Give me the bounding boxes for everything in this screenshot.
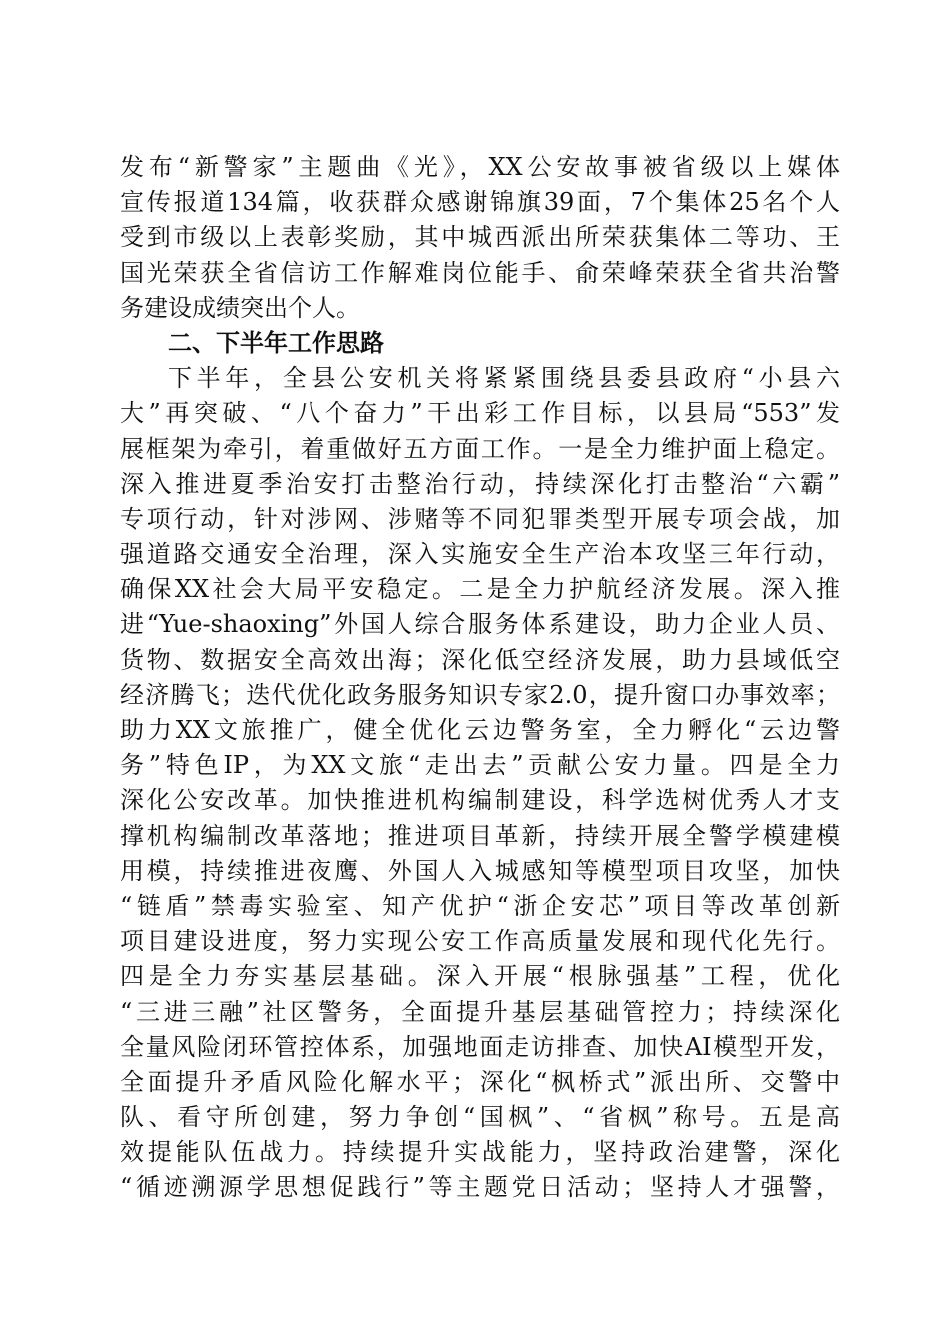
paragraph-line: 助力XX文旅推广，健全优化云边警务室，全力孵化“云边警 bbox=[120, 716, 840, 744]
section-heading: 二、下半年工作思路 bbox=[168, 328, 384, 357]
paragraph-line: 进“Yue-shaoxing”外国人综合服务体系建设，助力企业人员、 bbox=[120, 610, 840, 639]
paragraph-line: “三进三融”社区警务，全面提升基层基础管控力；持续深化 bbox=[120, 997, 840, 1026]
paragraph-line: 国光荣获全省信访工作解难岗位能手、俞荣峰荣获全省共治警 bbox=[120, 258, 840, 287]
paragraph-line: 队、看守所创建，努力争创“国枫”、“省枫”称号。五是高 bbox=[120, 1103, 840, 1132]
paragraph-line: 深化公安改革。加快推进机构编制建设，科学选树优秀人才支 bbox=[120, 786, 840, 815]
paragraph-line: 全量风险闭环管控体系，加强地面走访排查、加快AI模型开发， bbox=[120, 1032, 840, 1061]
paragraph-line: 深入推进夏季治安打击整治行动，持续深化打击整治“六霸” bbox=[120, 469, 840, 498]
paragraph-line: “链盾”禁毒实验室、知产优护“浙企安芯”项目等改革创新 bbox=[120, 891, 840, 920]
paragraph-line: 务”特色IP，为XX文旅“走出去”贡献公安力量。四是全力 bbox=[120, 751, 840, 780]
paragraph-line: 宣传报道134篇，收获群众感谢锦旗39面，7个集体25名个人 bbox=[120, 188, 840, 217]
document-body bbox=[120, 150, 840, 1206]
paragraph-line: 展框架为牵引，着重做好五方面工作。一是全力维护面上稳定。 bbox=[120, 434, 840, 463]
paragraph-line: 经济腾飞；迭代优化政务服务知识专家2.0，提升窗口办事效率； bbox=[120, 680, 840, 709]
paragraph-line: 发布“新警家”主题曲《光》，XX公安故事被省级以上媒体 bbox=[120, 153, 840, 181]
paragraph-line: 受到市级以上表彰奖励，其中城西派出所荣获集体二等功、王 bbox=[120, 223, 840, 252]
paragraph-line: 货物、数据安全高效出海；深化低空经济发展，助力县域低空 bbox=[120, 645, 840, 674]
paragraph-line: “循迹溯源学思想促践行”等主题党日活动；坚持人才强警， bbox=[120, 1173, 840, 1202]
paragraph-line: 下半年，全县公安机关将紧紧围绕县委县政府“小县六 bbox=[168, 364, 840, 393]
paragraph-line: 强道路交通安全治理，深入实施安全生产治本攻坚三年行动， bbox=[120, 540, 840, 569]
paragraph-line: 效提能队伍战力。持续提升实战能力，坚持政治建警，深化 bbox=[120, 1138, 840, 1167]
paragraph-line: 确保XX社会大局平安稳定。二是全力护航经济发展。深入推 bbox=[120, 575, 840, 604]
paragraph-line: 撑机构编制改革落地；推进项目革新，持续开展全警学模建模 bbox=[120, 821, 840, 850]
paragraph-line: 项目建设进度，努力实现公安工作高质量发展和现代化先行。 bbox=[120, 927, 840, 956]
paragraph-line: 专项行动，针对涉网、涉赌等不同犯罪类型开展专项会战，加 bbox=[120, 504, 840, 533]
paragraph-line: 务建设成绩突出个人。 bbox=[120, 293, 360, 322]
paragraph-line: 用模，持续推进夜鹰、外国人入城感知等模型项目攻坚，加快 bbox=[120, 856, 840, 885]
paragraph-line: 四是全力夯实基层基础。深入开展“根脉强基”工程，优化 bbox=[120, 962, 840, 991]
paragraph-line: 全面提升矛盾风险化解水平；深化“枫桥式”派出所、交警中 bbox=[120, 1067, 840, 1096]
paragraph-line: 大”再突破、“八个奋力”干出彩工作目标，以县局“553”发 bbox=[120, 399, 840, 428]
